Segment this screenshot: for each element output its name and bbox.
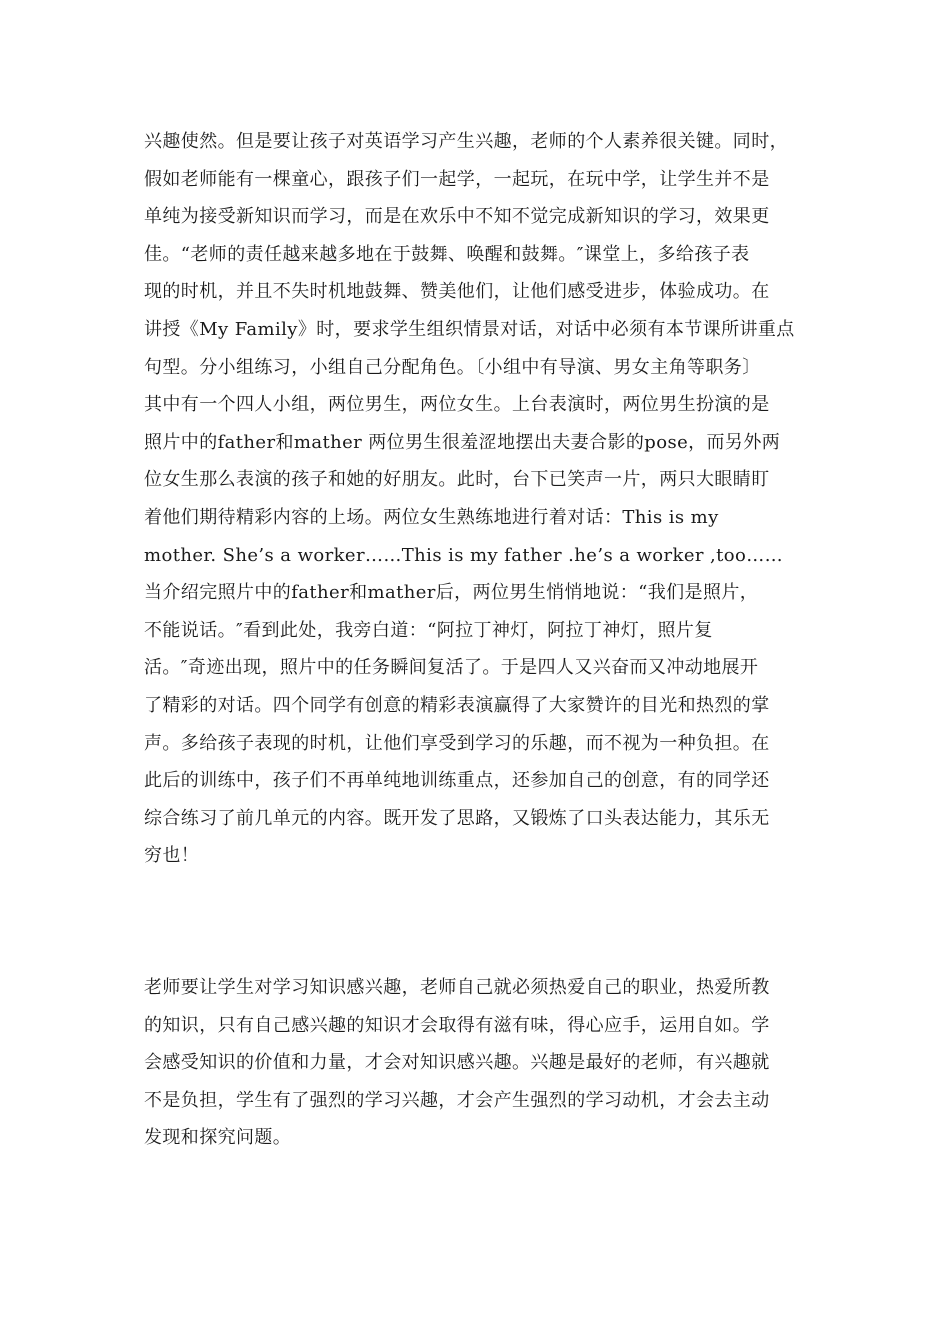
text-line: 当介绍完照片中的father和mather后，两位男生悄悄地说：“我们是照片，	[144, 582, 759, 604]
text-line: 兴趣使然。但是要让孩子对英语学习产生兴趣，老师的个人素养很关键。同时，	[144, 131, 788, 152]
text-line: 位女生那么表演的孩子和她的好朋友。此时，台下已笑声一片，两只大眼睛盯	[144, 469, 770, 491]
text-line: 会感受知识的价值和力量，才会对知识感兴趣。兴趣是最好的老师，有兴趣就	[144, 1052, 770, 1074]
text-line: 此后的训练中，孩子们不再单纯地训练重点，还参加自己的创意，有的同学还	[144, 770, 770, 792]
paragraph-2	[144, 969, 814, 1157]
text-line: 其中有一个四人小组，两位男生，两位女生。上台表演时，两位男生扮演的是	[144, 394, 770, 416]
paragraph-1	[144, 123, 814, 875]
text-line: 了精彩的对话。四个同学有创意的精彩表演赢得了大家赞许的目光和热烈的掌	[144, 694, 770, 716]
text-line: 不是负担，学生有了强烈的学习兴趣，才会产生强烈的学习动机，才会去主动	[144, 1089, 770, 1111]
text-line: 综合练习了前几单元的内容。既开发了思路，又锻炼了口头表达能力，其乐无	[144, 807, 770, 829]
text-line: 现的时机，并且不失时机地鼓舞、赞美他们，让他们感受进步，体验成功。在	[144, 281, 770, 303]
text-line: 穷也！	[144, 845, 200, 867]
text-line: 的知识，只有自己感兴趣的知识才会取得有滋有味，得心应手，运用自如。学	[144, 1014, 770, 1036]
text-line: 照片中的father和mather 两位男生很羞涩地摆出夫妻合影的pose，而另外两	[144, 431, 781, 453]
text-line: 不能说话。″看到此处，我旁白道：“阿拉丁神灯，阿拉丁神灯，照片复	[144, 619, 713, 641]
text-line: 声。多给孩子表现的时机，让他们享受到学习的乐趣，而不视为一种负担。在	[144, 732, 770, 754]
text-line: 假如老师能有一棵童心，跟孩子们一起学，一起玩，在玩中学，让学生并不是	[144, 168, 770, 190]
text-line: 佳。“老师的责任越来越多地在于鼓舞、唤醒和鼓舞。″课堂上，多给孩子表	[144, 243, 750, 265]
text-line: 老师要让学生对学习知识感兴趣，老师自己就必须热爱自己的职业，热爱所教	[144, 977, 770, 998]
text-line: 讲授《My Family》时，要求学生组织情景对话，对话中必须有本节课所讲重点	[144, 318, 795, 340]
text-line: 着他们期待精彩内容的上场。两位女生熟练地进行着对话：This is my	[144, 506, 719, 528]
text-line: 发现和探究问题。	[144, 1127, 292, 1149]
text-line: mother. She’s a worker……This is my father .he’s a worker ,too……	[144, 544, 784, 566]
text-line: 活。″奇迹出现，照片中的任务瞬间复活了。于是四人又兴奋而又冲动地展开	[144, 657, 759, 679]
text-line: 单纯为接受新知识而学习，而是在欢乐中不知不觉完成新知识的学习，效果更	[144, 206, 770, 228]
text-line: 句型。分小组练习，小组自己分配角色。〔小组中有导演、男女主角等职务〕	[144, 356, 761, 378]
